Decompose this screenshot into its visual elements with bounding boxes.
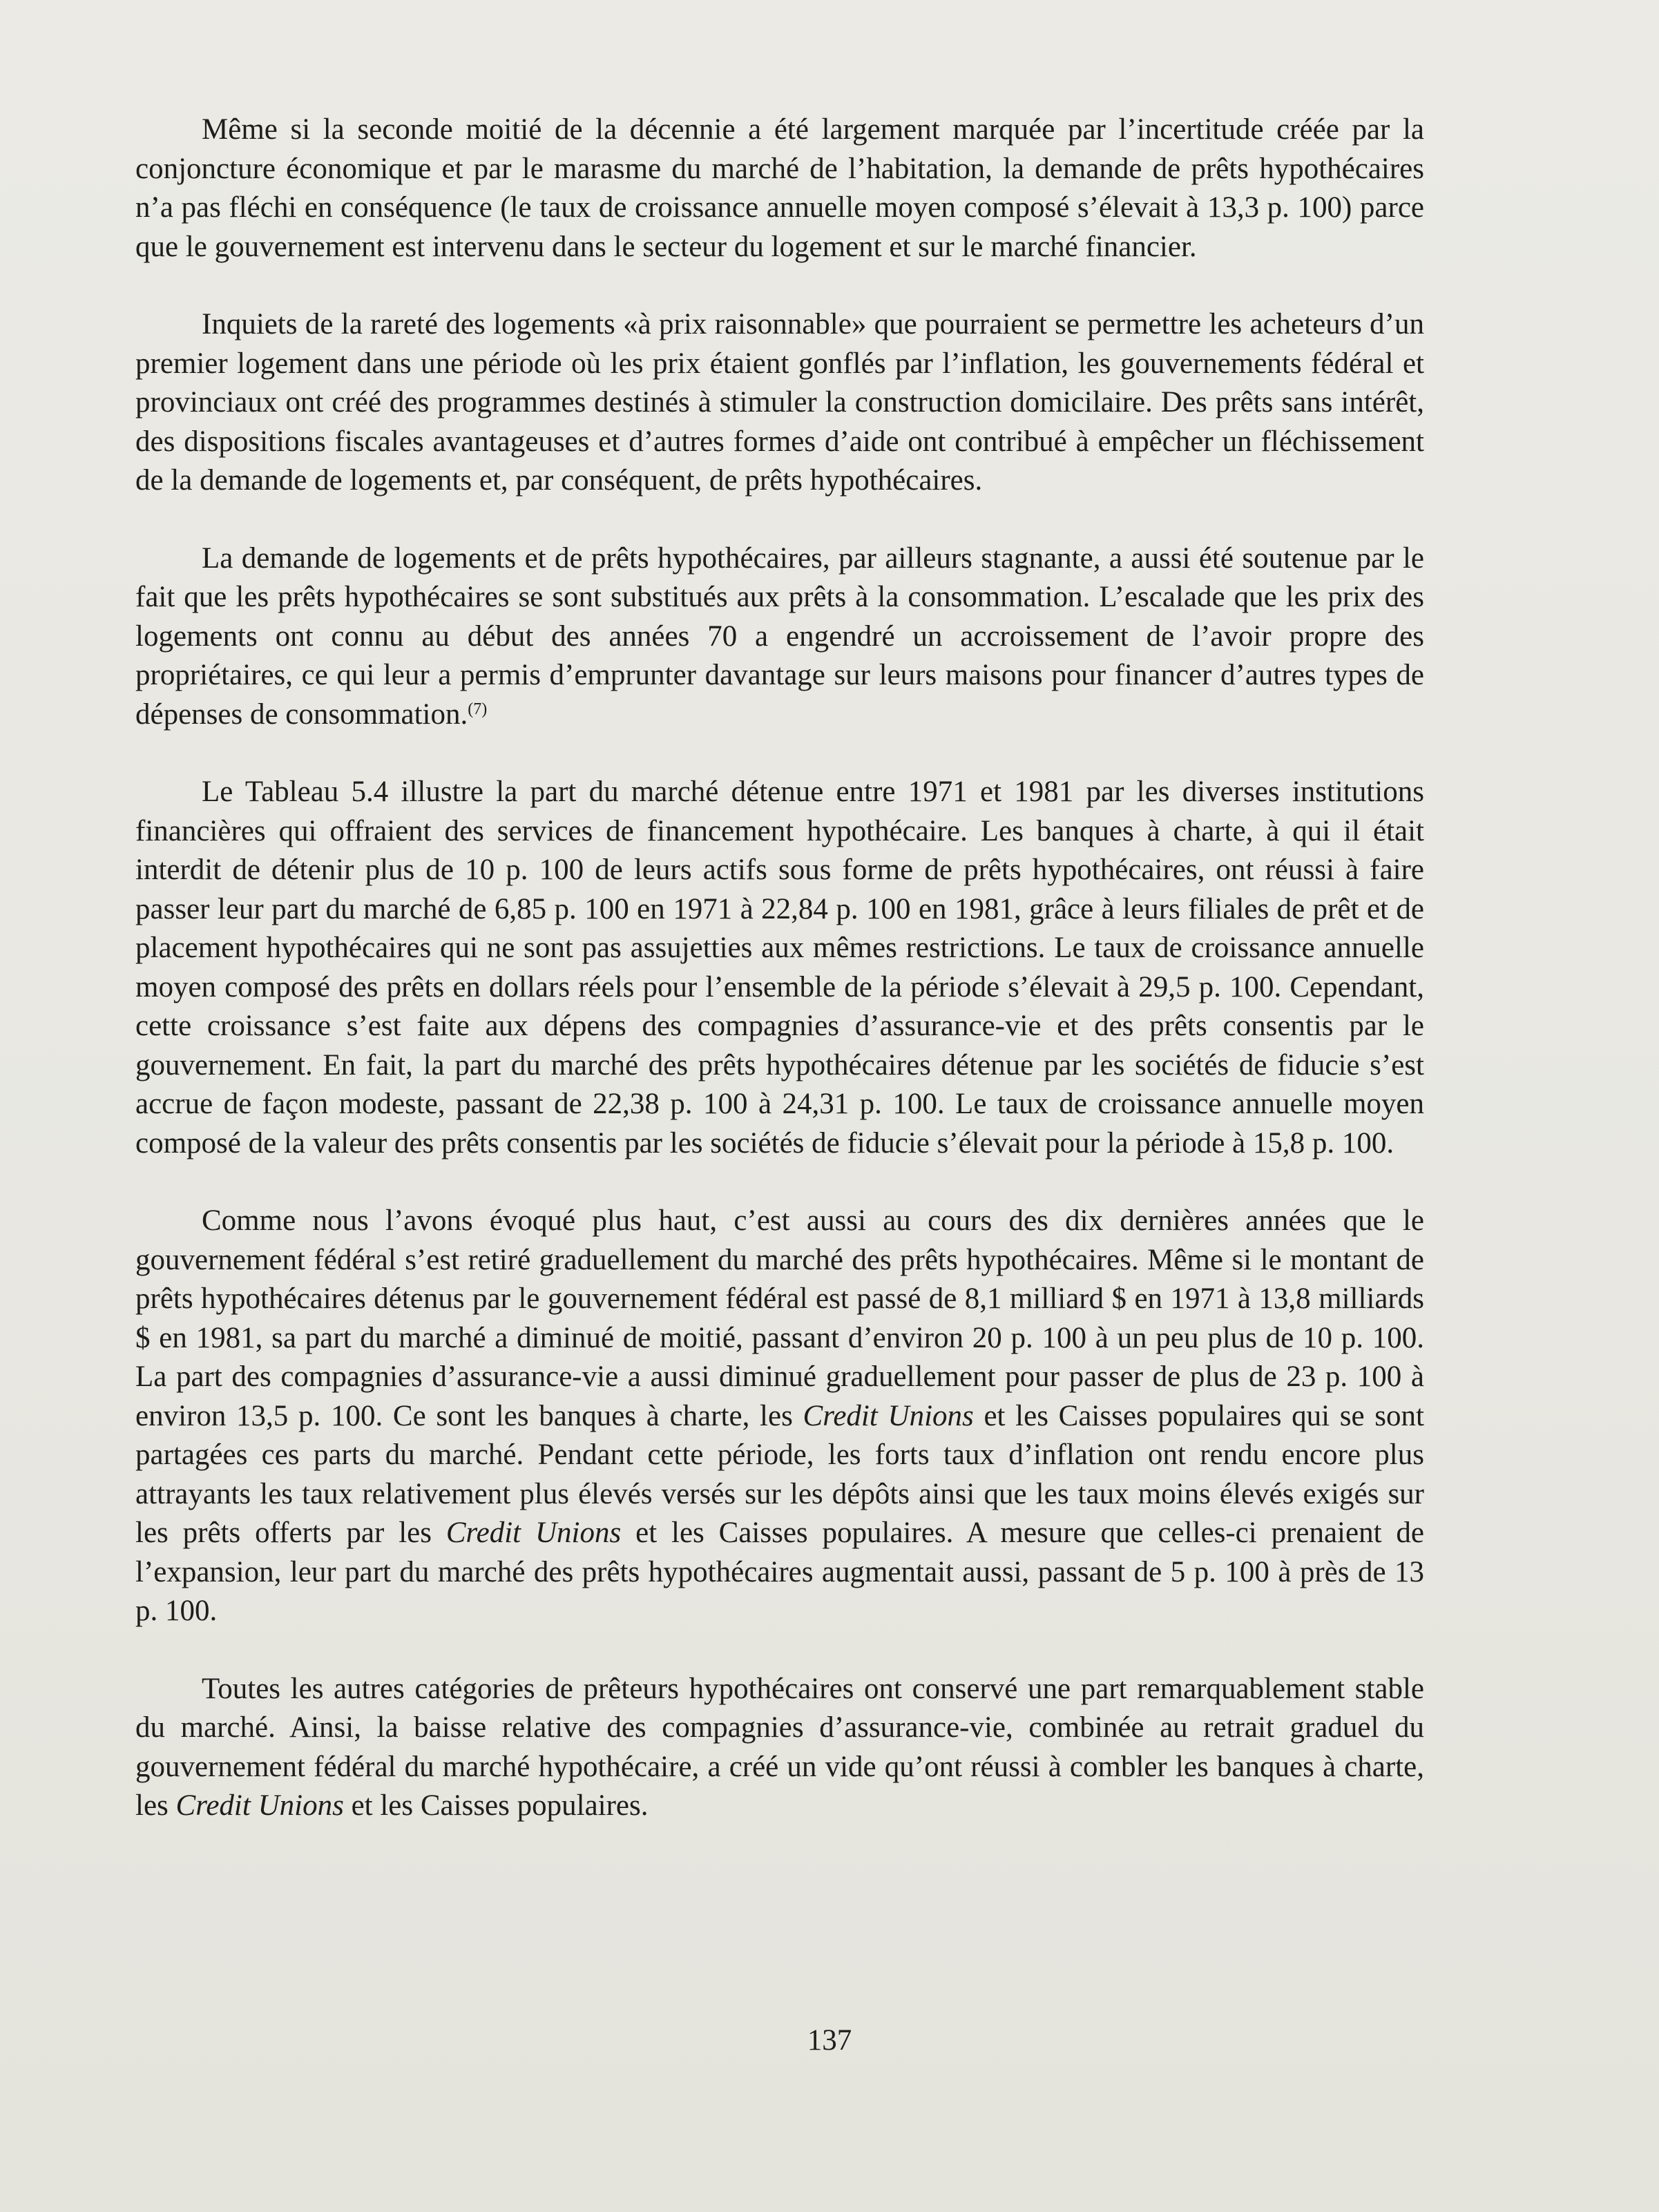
text-run: Inquiets de la rareté des logements «à prix raisonnable» que pourraient se permettre les acheteurs d’un premier logement dans une période où les prix étaient gonflés par l’inflation, les gouvernements fédéral et provinciaux ont créé des programmes destinés à stimuler la construction domicilaire. Des prêts sans intérêt, des dispositions fiscales avantageuses et d’autres formes d’aide ont contribué à empêcher un fléchissement de la demande de logements et, par conséquent, de prêts hypothécaires. bbox=[135, 308, 1424, 497]
paragraph bbox=[135, 1202, 1424, 1631]
paragraph bbox=[135, 110, 1424, 267]
text-run: et les Caisses populaires. A mesure que celles-ci prenaient de l’expansion, leur part du marché des prêts hypothécaires augmentait aussi, passant de 5 p. 100 à près de 13 p. 100. bbox=[135, 1517, 1424, 1627]
italic-term: Credit Unions bbox=[175, 1789, 344, 1822]
paragraph bbox=[135, 539, 1424, 735]
text-run: La demande de logements et de prêts hypothécaires, par ailleurs stagnante, a aussi été soutenue par le fait que les prêts hypothécaires se sont substitués aux prêts à la consommation. L’escalade que les prix des logements ont connu au début des années 70 a engendré un accroissement de l’avoir propre des propriétaires, ce qui leur a permis d’emprunter davantage sur leurs maisons pour financer d’autres types de dépenses de consommation. bbox=[135, 541, 1424, 731]
text-run: et les Caisses populaires qui se sont partagées ces parts du marché. Pendant cette période, les forts taux d’inflation ont rendu encore plus attrayants les taux relativement plus élevés versés sur les dépôts ainsi que les taux moins élevés exigés sur les prêts offerts par les bbox=[135, 1399, 1424, 1549]
text-run: Toutes les autres catégories de prêteurs hypothécaires ont conservé une part remarquablement stable du marché. Ainsi, la baisse relative des compagnies d’assurance-vie, combinée au retrait graduel du gouvernement fédéral du marché hypothécaire, a créé un vide qu’ont réussi à combler les banques à charte, les bbox=[135, 1672, 1424, 1822]
text-run: Comme nous l’avons évoqué plus haut, c’est aussi au cours des dix dernières années que le gouvernement fédéral s’est retiré graduellement du marché des prêts hypothécaires. Même si le montant de prêts hypothécaires détenus par le gouvernement fédéral est passé de 8,1 milliard $ en 1971 à 13,8 milliards $ en 1981, sa part du marché a diminué de moitié, passant d’environ 20 p. 100 à un peu plus de 10 p. 100. La part des compagnies d’assurance-vie a aussi diminué graduellement pour passer de plus de 23 p. 100 à environ 13,5 p. 100. Ce sont les banques à charte, les bbox=[135, 1204, 1424, 1432]
paragraph bbox=[135, 305, 1424, 501]
text-run: et les Caisses populaires. bbox=[343, 1789, 649, 1822]
italic-term: Credit Unions bbox=[445, 1517, 622, 1549]
body-text bbox=[135, 110, 1424, 1865]
text-run: Même si la seconde moitié de la décennie a été largement marquée par l’incertitude créée par la conjoncture économique et par le marasme du marché de l’habitation, la demande de prêts hypothécaires n’a pas fléchi en conséquence (le taux de croissance annuelle moyen composé s’élevait à 13,3 p. 100) parce que le gouvernement est intervenu dans le secteur du logement et sur le marché financier. bbox=[135, 113, 1424, 263]
paragraph bbox=[135, 773, 1424, 1163]
paragraph bbox=[135, 1670, 1424, 1826]
italic-term: Credit Unions bbox=[803, 1399, 974, 1432]
footnote-reference: (7) bbox=[468, 700, 488, 718]
text-run: Le Tableau 5.4 illustre la part du marché détenue entre 1971 et 1981 par les diverses institutions financières qui offraient des services de financement hypothécaire. Les banques à charte, à qui il était interdit de détenir plus de 10 p. 100 de leurs actifs sous forme de prêts hypothécaires, ont réussi à faire passer leur part du marché de 6,85 p. 100 en 1971 à 22,84 p. 100 en 1981, grâce à leurs filiales de prêt et de placement hypothécaires qui ne sont pas assujetties aux mêmes restrictions. Le taux de croissance annuelle moyen composé des prêts en dollars réels pour l’ensemble de la période s’élevait à 29,5 p. 100. Cependant, cette croissance s’est faite aux dépens des compagnies d’assurance-vie et des prêts consentis par le gouvernement. En fait, la part du marché des prêts hypothécaires détenue par les sociétés de fiducie s’est accrue de façon modeste, passant de 22,38 p. 100 à 24,31 p. 100. Le taux de croissance annuelle moyen composé de la valeur des prêts consentis par les sociétés de fiducie s’élevait pour la période à 15,8 p. 100. bbox=[135, 776, 1424, 1160]
page-number: 137 bbox=[807, 2024, 852, 2057]
